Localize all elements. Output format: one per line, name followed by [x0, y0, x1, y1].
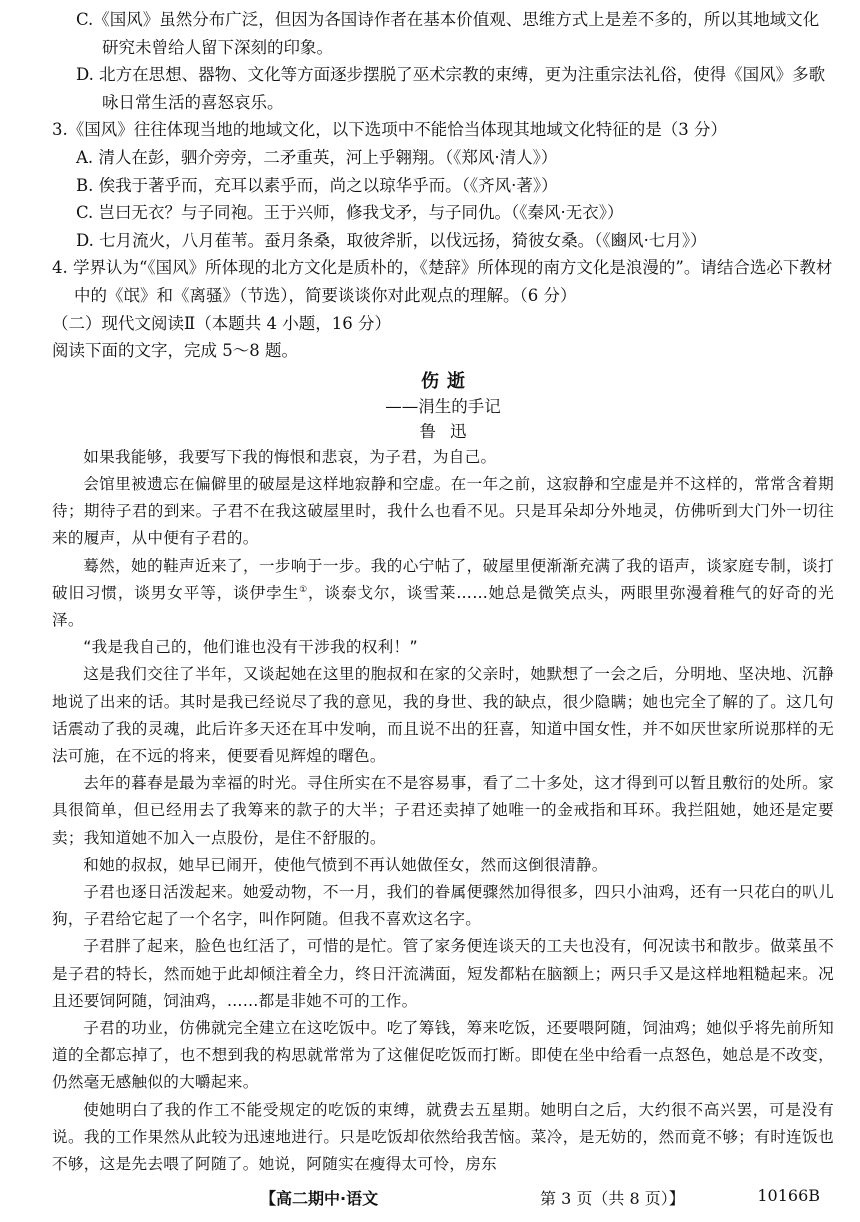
footnote-marker: ①: [299, 584, 309, 595]
passage-quote: “我是我自己的，他们谁也没有干涉我的权利！”: [83, 638, 418, 657]
section-instruction: 阅读下面的文字，完成 5～8 题。: [52, 341, 298, 361]
passage-paragraph: 和她的叔叔，她早已闹开，使他气愤到不再认她做侄女，然而这倒很清静。: [83, 855, 608, 874]
passage-title: 伤逝: [421, 370, 473, 392]
passage-paragraph: [52, 553, 834, 635]
passage-paragraph: 子君的功业，仿佛就完全建立在这吃饭中。吃了筹钱，筹来吃饭，还要喂阿随，饲油鸡；她似乎将先前所知道的全都忘掉了，也不想到我的构思就常常为了这催促吃饭而打断。即使在坐中给看一点怒色，她总是不改变，仍然毫无感触似的大嚼起来。: [52, 1018, 834, 1092]
page-footer: [0, 1186, 860, 1212]
passage-paragraph: 这是我们交往了半年，又谈起她在这里的胞叔和在家的父亲时，她默想了一会之后，分明地、坚决地、沉静地说了出来的话。其时是我已经说尽了我的意见，我的身世、我的缺点，很少隐瞒；她也完全了解的了。这几句话震动了我的灵魂，此后许多天还在耳中发响，而且说不出的狂喜，知道中国女性，并不如厌世家所说那样的无法可施，在不远的将来，便要看见辉煌的曙色。: [52, 665, 834, 765]
footer-code: 10166B: [757, 1186, 820, 1205]
question-3-stem: 3.《国风》往往体现当地的地域文化，以下选项中不能恰当体现其地域文化特征的是（3 分）: [52, 120, 727, 140]
passage-paragraph: 使她明白了我的作工不能受规定的吃饭的束缚，就费去五星期。她明白之后，大约很不高兴罢，可是没有说。我的工作果然从此较为迅速地进行。只是吃饭却依然给我苦恼。菜冷，是无妨的，然而竟不够；有时连饭也不够，这是先去喂了阿随了。她说，阿随实在瘦得太可怜，房东: [52, 1100, 834, 1173]
question-3-option-c: C. 岂曰无衣？与子同袍。王于兴师，修我戈矛，与子同仇。（《秦风·无衣》）: [76, 203, 624, 223]
passage-author: 鲁迅: [419, 421, 481, 441]
question-2-option-c: C.《国风》虽然分布广泛，但因为各国诗作者在基本价值观、思维方式上是差不多的，所以其地域文化研究未曾给人留下深刻的印象。: [76, 10, 820, 57]
passage-paragraph: 会馆里被遗忘在偏僻里的破屋是这样地寂静和空虚。在一年之前，这寂静和空虚是并不这样的，常常含着期待；期待子君的到来。子君不在我这破屋里时，我什么也看不见。只是耳朵却分外地灵，仿佛听到大门外一切往来的履声，从中便有子君的。: [52, 474, 834, 548]
passage-paragraph: 子君也逐日活泼起来。她爱动物，不一月，我们的眷属便骤然加得很多，四只小油鸡，还有一只花白的叭儿狗，子君给它起了一个名字，叫作阿随。但我不喜欢这名字。: [52, 882, 834, 929]
footer-exam-name: 【高二期中·语文: [260, 1189, 379, 1208]
question-3-option-b: B. 俟我于著乎而，充耳以素乎而，尚之以琼华乎而。（《齐风·著》）: [76, 175, 558, 195]
passage-subtitle: ——涓生的手记: [385, 396, 501, 416]
paragraph-text: 蓦然，她的鞋声近来了，一步响于一步。我的心宁帖了，破屋里便渐渐充满了我的语声，谈家庭专制，谈打破旧习惯，谈男女平等，: [52, 556, 834, 602]
question-2-option-d: D. 北方在思想、器物、文化等方面逐步摆脱了巫术宗教的束缚，更为注重宗法礼俗，使得《国风》多歌咏日常生活的喜怒哀乐。: [76, 65, 826, 112]
question-3-option-a: A. 清人在彭，驷介旁旁，二矛重英，河上乎翱翔。（《郑风·清人》）: [76, 147, 558, 167]
passage-paragraph: 去年的暮春是最为幸福的时光。寻住所实在不是容易事，看了二十多处，这才得到可以暂且敷衍的处所。家具很简单，但已经用去了我筹来的款子的大半；子君还卖掉了她唯一的金戒指和耳环。我拦阻她，她还是定要卖；我知道她不加入一点股份，是住不舒服的。: [52, 774, 834, 847]
question-4-stem: 4. 学界认为“《国风》所体现的北方文化是质朴的，《楚辞》所体现的南方文化是浪漫的”。请结合选必下教材中的《氓》和《离骚》（节选），简要谈谈你对此观点的理解。（6 分）: [52, 258, 833, 305]
passage-paragraph: 子君胖了起来，脸色也红活了，可惜的是忙。管了家务便连谈天的工夫也没有，何况读书和散步。做菜虽不是子君的特长，然而她于此却倾注着全力，终日汗流满面，短发都粘在脑额上；两只手又是这样地粗糙起来。况且还要饲阿随，饲油鸡，……都是非她不可的工作。: [52, 937, 834, 1010]
ibsen-mention: 谈伊孛生: [233, 583, 300, 602]
section-heading: （二）现代文阅读Ⅱ（本题共 4 小题，16 分）: [52, 313, 391, 333]
exam-page: [52, 6, 834, 1178]
passage-paragraph: 如果我能够，我要写下我的悔恨和悲哀，为子君，为自己。: [83, 447, 497, 466]
question-3-option-d: D. 七月流火，八月萑苇。蚕月条桑，取彼斧斨，以伐远扬，猗彼女桑。（《豳风·七月》）: [76, 230, 707, 250]
paragraph-text: ，谈泰戈尔，谈雪莱……她总是微笑点头，两眼里弥漫着稚气的好奇的光泽。: [52, 583, 834, 629]
footer-page-number: 第 3 页（共 8 页）】: [540, 1189, 685, 1208]
